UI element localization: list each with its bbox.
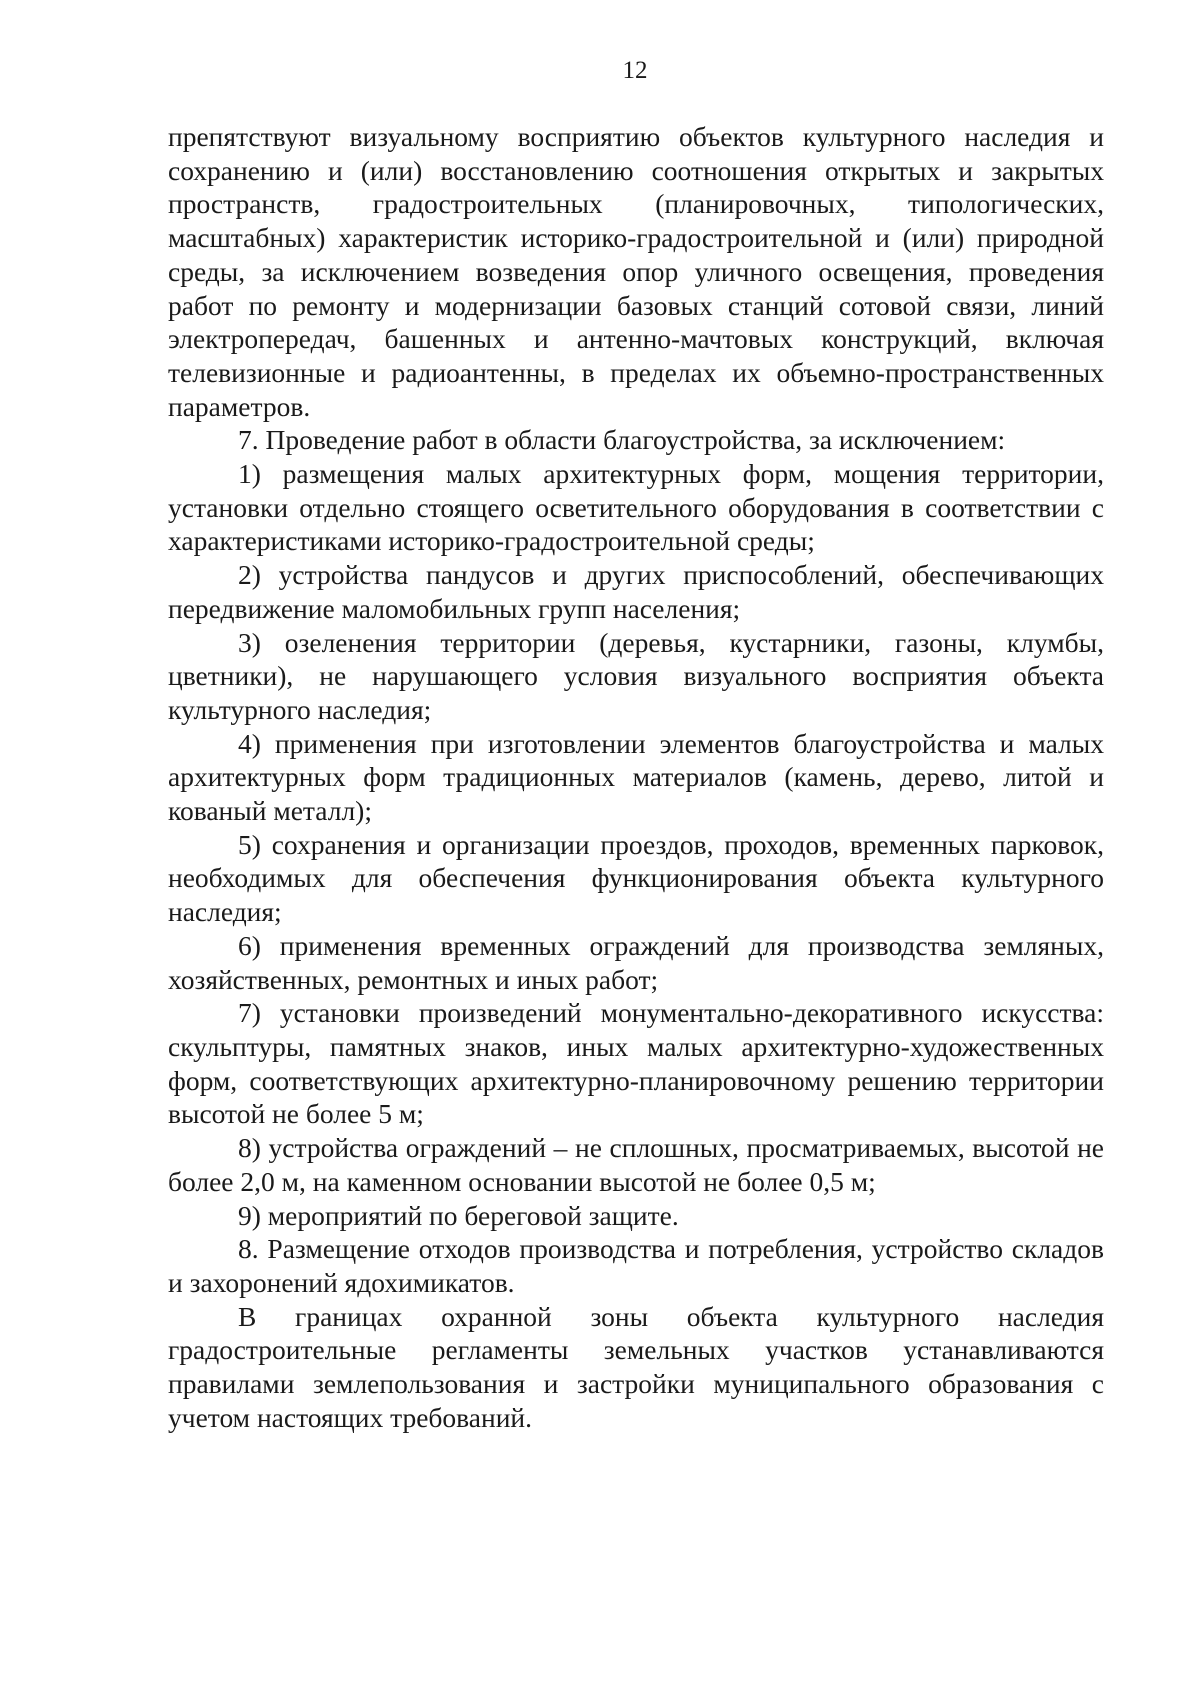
paragraph-item-8: 8. Размещение отходов производства и потребления, устройство складов и захоронений ядохимикатов.	[168, 1233, 1104, 1298]
list-item-9: 9) мероприятий по береговой защите.	[238, 1199, 679, 1231]
list-item-5: 5) сохранения и организации проездов, проходов, временных парковок, необходимых для обеспечения функционирования объекта культурного наследия;	[168, 828, 1104, 928]
list-item-7: 7) установки произведений монументально-декоративного искусства: скульптуры, памятных знаков, иных малых архитектурно-художественных форм, соответствующих архитектурно-планировочному решению территории высотой не более 5 м;	[168, 997, 1104, 1130]
page-number: 12	[622, 57, 648, 84]
list-item-4: 4) применения при изготовлении элементов благоустройства и малых архитектурных форм традиционных материалов (камень, дерево, литой и кованый металл);	[168, 727, 1104, 827]
list-item-2: 2) устройства пандусов и других приспособлений, обеспечивающих передвижение маломобильных групп населения;	[168, 559, 1104, 624]
list-item-1: 1) размещения малых архитектурных форм, мощения территории, установки отдельно стоящего осветительного оборудования в соответствии с характеристиками историко-градостроительной среды;	[168, 458, 1104, 557]
paragraph-closing: В границах охранной зоны объекта культурного наследия градостроительные регламенты земельных участков устанавливаются правилами землепользования и застройки муниципального образования с учетом настоящих требований.	[168, 1300, 1104, 1433]
paragraph-item-7: 7. Проведение работ в области благоустройства, за исключением:	[238, 424, 1006, 456]
list-item-3: 3) озеленения территории (деревья, кустарники, газоны, клумбы, цветники), не нарушающего условия визуального восприятия объекта культурного наследия;	[168, 626, 1104, 725]
document-body	[168, 120, 1104, 1434]
paragraph-continuation: препятствуют визуальному восприятию объектов культурного наследия и сохранению и (или) восстановлению соотношения открытых и закрытых пространств, градостроительных (планировочных, типологических, масштабных) характеристик историко-градостроительной и (или) природной среды, за исключением возведения опор уличного освещения, проведения работ по ремонту и модернизации базовых станций сотовой связи, линий электропередач, башенных и антенно-мачтовых конструкций, включая телевизионные и радиоантенны, в пределах их объемно-пространственных параметров.	[168, 121, 1104, 422]
list-item-8: 8) устройства ограждений – не сплошных, просматриваемых, высотой не более 2,0 м, на каменном основании высотой не более 0,5 м;	[168, 1132, 1104, 1197]
list-item-6: 6) применения временных ограждений для производства земляных, хозяйственных, ремонтных и иных работ;	[168, 929, 1104, 995]
